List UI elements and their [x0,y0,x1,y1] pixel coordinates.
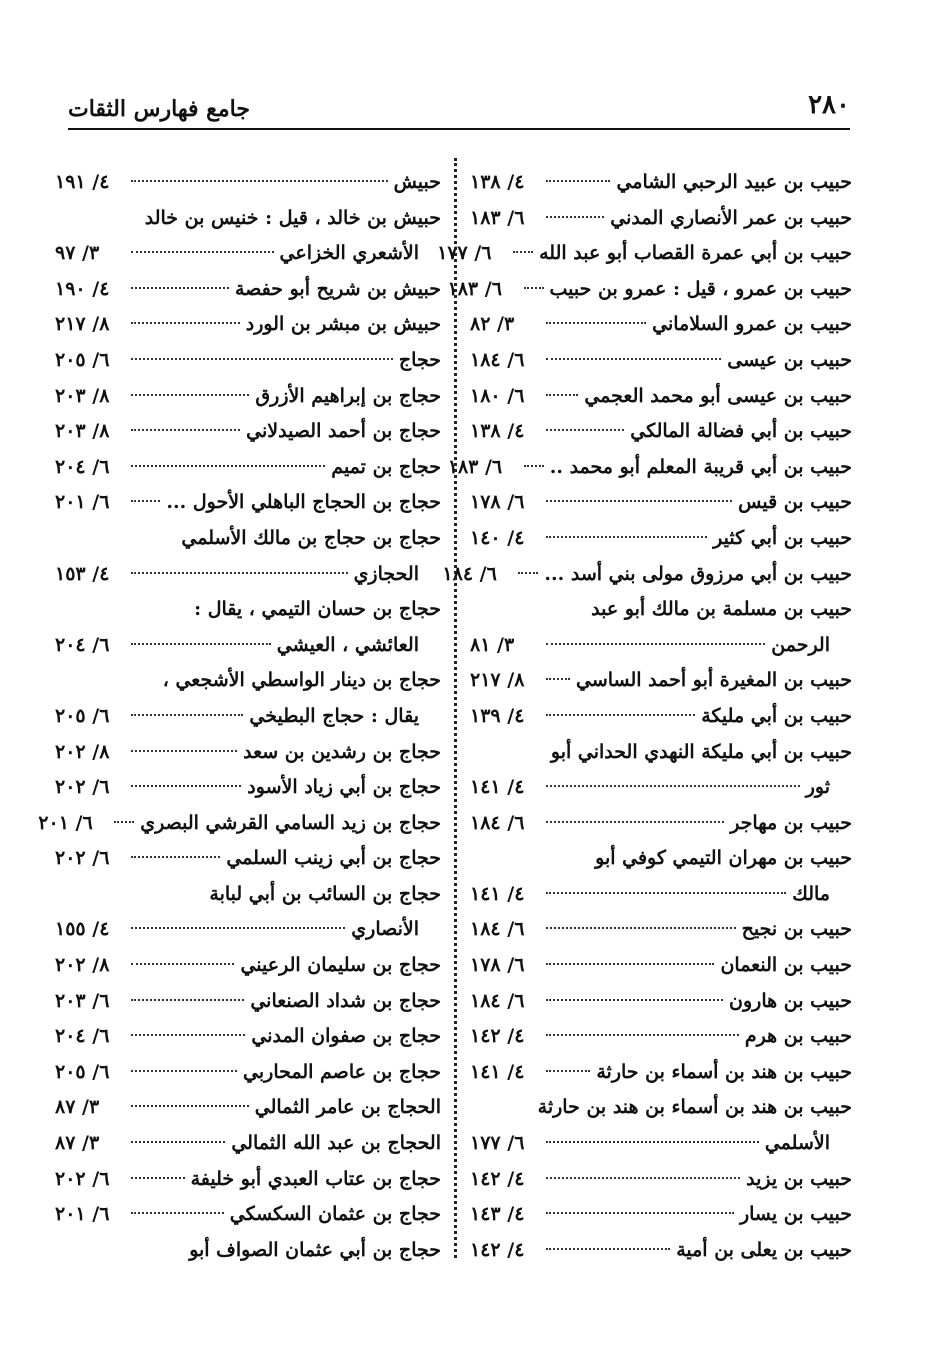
dot-leader [546,1141,759,1143]
entry-name: حبيب بن أبي مليكة [701,704,852,727]
dot-leader [546,821,724,823]
entry-reference: ٦/ ٢٠٤ [55,455,110,478]
index-entry [55,450,441,486]
dot-leader [131,714,243,716]
entry-name: الحجاج بن عامر الثمالي [254,1096,441,1119]
dot-leader [546,643,765,645]
entry-reference: ٤/ ١٤٠ [470,526,525,549]
entry-name: حجاج بن رشدين بن سعد [243,740,441,763]
entry-name: حبيش [393,171,441,193]
index-entry [470,699,852,735]
entry-reference: ٦/ ١٨٤ [470,918,525,941]
index-entry [447,272,852,308]
dot-leader [546,322,646,324]
entry-name: حبيب بن مهران التيمي كوفي أبو [595,847,852,870]
entry-name: ثور [805,776,830,799]
dot-leader [131,750,237,752]
index-entry [470,201,852,237]
index-entry [437,236,852,272]
index-entry [55,663,441,699]
index-entry [55,735,441,771]
dot-leader [546,1248,670,1250]
entry-reference: ٦/ ٢٠١ [55,1203,110,1226]
entry-name: حجاج بن صفوان المدني [251,1025,441,1048]
dot-leader [131,1070,237,1072]
dot-leader [546,429,624,431]
entry-reference: ٨/ ٢١٧ [55,313,110,336]
index-entry [55,1090,441,1126]
entry-reference: ٦/ ٢٠٣ [55,989,110,1012]
entry-reference: ٦/ ١٧٨ [470,491,525,514]
index-entry [470,806,852,842]
dot-leader [546,394,578,396]
entry-reference: ٦/ ١٨٣ [470,206,525,229]
index-entry [447,450,852,486]
dot-leader [131,856,220,858]
entry-name: حبيب بن يزيد [746,1167,852,1190]
index-entry [55,521,441,557]
page-number: ٢٨٠ [808,90,850,120]
entry-reference: ٤/ ١٣٨ [470,420,525,443]
entry-reference: ٤/ ١٥٥ [55,918,110,941]
entry-name: حبيب بن المغيرة أبو أحمد الساسي [575,669,852,692]
dot-leader [546,714,695,716]
index-entry [55,912,441,948]
index-entry [55,1197,441,1233]
index-entry [470,984,852,1020]
entry-name: حبيب بن نجيح [741,918,852,941]
entry-reference: ٤/ ١٤٣ [470,1203,525,1226]
entry-name: حبيش بن خالد ، قيل : خنيس بن خالد [144,206,441,229]
entry-reference: ٦/ ٢٠٥ [55,348,110,371]
dot-leader [546,892,786,894]
entry-reference: ٤/ ١٩٠ [55,277,110,300]
index-entry [55,1055,441,1091]
entry-reference: ٤/ ١٤١ [470,882,525,905]
entry-reference: ٨/ ٢١٧ [470,669,525,692]
index-entry [470,165,852,201]
index-entry [470,841,852,877]
entry-name: حبيب بن أبي فضالة المالكي [630,420,852,443]
entry-name: حجاج بن تميم [331,455,441,478]
entry-name: حجاج بن أبي زياد الأسود [247,776,441,799]
entry-name: حبيب بن قيس [738,491,852,514]
entry-name: حبيب بن أبي عمرة القصاب أبو عبد الله [539,242,852,265]
entry-name: الأنصاري [351,918,419,941]
entry-name: الرحمن [771,633,830,656]
entry-reference: ٤/ ١٤١ [470,1060,525,1083]
book-title: جامع فهارس الثقات [68,96,250,122]
dot-leader [131,1034,245,1036]
index-entry [470,770,852,806]
dot-leader [513,251,533,253]
entry-name: حبيب بن مسلمة بن مالك أبو عبد [591,598,852,621]
entry-name: حبيب بن عبيد الرحبي الشامي [616,171,852,193]
index-entry [55,201,441,237]
dot-leader [524,465,544,467]
index-entry [470,912,852,948]
dot-leader [546,536,707,538]
index-entry [470,877,852,913]
entry-name: حجاج بن أبي زينب السلمي [226,847,441,870]
index-entry [55,592,441,628]
index-entry [470,592,852,628]
entry-name: حجاج بن أبي عثمان الصواف أبو [189,1238,441,1261]
entry-name: حبيب بن هند بن أسماء بن حارثة [596,1060,852,1083]
index-entry [470,948,852,984]
entry-name: حجاج بن شداد الصنعاني [250,989,441,1012]
entry-name: حبيب بن يعلى بن أمية [676,1238,852,1261]
entry-name: العائشي ، العيشي [276,633,419,656]
index-entry [470,1019,852,1055]
dot-leader [131,643,271,645]
dot-leader [546,785,800,787]
index-entry [470,628,852,664]
entry-reference: ٦/ ١٨٠ [470,384,525,407]
entry-reference: ٦/ ١٨٤ [442,562,497,585]
dot-leader [546,500,732,502]
entry-name: يقال : حجاج البطيخي [249,704,419,727]
entry-reference: ٦/ ٢٠١ [55,491,110,514]
index-entry [55,379,441,415]
index-entry [55,343,441,379]
entry-reference: ٨/ ٢٠٢ [55,954,110,977]
entry-reference: ٣/ ٨١ [470,633,515,656]
entry-name: حبيب بن أبي مليكة النهدي الحداني أبو [550,740,852,763]
dot-leader [114,821,134,823]
entry-name: حبيب بن هارون [729,989,852,1012]
entry-name: مالك [792,882,830,905]
entry-name: حجاج بن السائب بن أبي لبابة [209,882,441,905]
entry-name: حبيب بن عمر الأنصاري المدني [610,206,852,229]
entry-name: حبيب بن عمرو السلاماني [652,313,852,336]
index-entry [55,1233,441,1269]
entry-name: حجاج بن عاصم المحاربي [243,1060,441,1083]
index-entry [470,735,852,771]
index-entry [470,1090,852,1126]
dot-leader [546,358,721,360]
entry-reference: ٤/ ١٥٣ [55,562,110,585]
entry-name: حبيب بن عيسى أبو محمد العجمي [584,384,852,407]
entry-name: حجاج بن زيد السامي القرشي البصري [140,811,441,834]
entry-name: حجاج بن الحجاج الباهلي الأحول ... [166,491,441,514]
dot-leader [546,963,714,965]
index-entry [470,1055,852,1091]
entry-reference: ٣/ ٨٧ [55,1132,100,1155]
entry-reference: ٨/ ٢٠٣ [55,420,110,443]
entry-name: حبيب بن عمرو ، قيل : عمرو بن حبيب [549,277,852,300]
dot-leader [131,572,348,574]
entry-reference: ٤/ ١٤١ [470,776,525,799]
entry-name: حجاج بن إبراهيم الأزرق [255,384,441,407]
dot-leader [546,999,723,1001]
entry-reference: ٦/ ٢٠٤ [55,1025,110,1048]
entry-name: حجاج بن دينار الواسطي الأشجعي ، [162,669,441,692]
index-entry [55,165,441,201]
entry-reference: ٦/ ١٧٧ [437,242,492,265]
index-entry [55,272,441,308]
entry-reference: ٦/ ٢٠٢ [55,1167,110,1190]
entry-name: حبيب بن هند بن أسماء بن هند بن حارثة [537,1096,852,1119]
entry-name: حبيب بن أبي قريبة المعلم أبو محمد .. [549,455,852,478]
index-entry [470,1233,852,1269]
index-entry [470,1197,852,1233]
dot-leader [131,1212,224,1214]
entry-reference: ٣/ ٩٧ [55,242,100,265]
entry-name: حبيب بن النعمان [720,954,852,977]
dot-leader [131,1177,185,1179]
column-divider [454,158,457,1258]
entry-name: حجاج بن حسان التيمي ، يقال : [194,598,441,621]
dot-leader [131,785,241,787]
entry-reference: ٦/ ١٨٤ [470,989,525,1012]
entry-reference: ٦/ ١٨٤ [470,348,525,371]
index-entry [55,877,441,913]
index-entry [470,663,852,699]
dot-leader [131,358,393,360]
dot-leader [131,394,249,396]
entry-reference: ٤/ ١٣٨ [470,171,525,193]
entry-reference: ٦/ ١٨٣ [447,277,502,300]
dot-leader [524,287,544,289]
entry-reference: ٣/ ٨٢ [470,313,515,336]
entry-reference: ٨/ ٢٠٣ [55,384,110,407]
index-entry [470,1126,852,1162]
entry-reference: ٤/ ١٩١ [55,171,110,193]
index-entry [55,414,441,450]
index-entry [470,379,852,415]
entry-name: حجاج بن أحمد الصيدلاني [246,420,441,443]
index-entry [442,557,852,593]
entry-reference: ٦/ ١٨٤ [470,811,525,834]
dot-leader [546,927,736,929]
entry-reference: ٦/ ٢٠١ [38,811,93,834]
dot-leader [546,678,570,680]
index-entry [55,557,441,593]
index-entry [55,307,441,343]
entry-name: الحجاج بن عبد الله الثمالي [231,1132,441,1155]
dot-leader [518,572,538,574]
index-entry [55,628,441,664]
index-column-left [38,165,441,1268]
index-entry [55,841,441,877]
dot-leader [131,927,345,929]
index-entry [470,1162,852,1198]
dot-leader [131,1141,225,1143]
dot-leader [546,1212,734,1214]
entry-name: حجاج بن عتاب العبدي أبو خليفة [190,1167,441,1190]
entry-reference: ٦/ ٢٠٥ [55,1060,110,1083]
dot-leader [131,180,388,182]
entry-name: حجاج بن حجاج بن مالك الأسلمي [181,526,441,549]
entry-name: حبيش بن شريح أبو حفصة [234,277,441,300]
index-entry [55,1162,441,1198]
dot-leader [546,1177,740,1179]
dot-leader [131,465,325,467]
entry-reference: ٦/ ٢٠٢ [55,776,110,799]
index-entry [38,806,441,842]
index-entry [55,1126,441,1162]
entry-reference: ٦/ ٢٠٥ [55,704,110,727]
entry-reference: ٦/ ١٧٨ [470,954,525,977]
dot-leader [131,1105,249,1107]
entry-reference: ٤/ ١٤٢ [470,1238,525,1261]
entry-reference: ٤/ ١٤٢ [470,1025,525,1048]
entry-name: حبيب بن أبي كثير [713,526,852,549]
dot-leader [131,500,160,502]
dot-leader [546,180,610,182]
entry-reference: ٦/ ٢٠٤ [55,633,110,656]
index-entry [55,1019,441,1055]
dot-leader [546,1070,590,1072]
entry-name: حبيب بن يسار [739,1203,852,1226]
entry-reference: ٦/ ١٧٧ [470,1132,525,1155]
entry-name: الأشعري الخزاعي [279,242,419,265]
index-entry [470,521,852,557]
entry-reference: ٤/ ١٤٢ [470,1167,525,1190]
index-column-right [437,165,852,1268]
dot-leader [131,999,244,1001]
entry-name: حجاج [398,348,441,371]
entry-reference: ٤/ ١٣٩ [470,704,525,727]
entry-name: الأسلمي [764,1132,830,1155]
entry-reference: ٦/ ٢٠٢ [55,847,110,870]
dot-leader [546,216,604,218]
dot-leader [131,429,240,431]
index-entry [470,485,852,521]
entry-name: حبيب بن هرم [744,1025,852,1048]
dot-leader [546,1034,739,1036]
dot-leader [131,963,234,965]
page-header [68,88,850,130]
index-entry [55,236,441,272]
entry-reference: ٨/ ٢٠٢ [55,740,110,763]
index-entry [55,699,441,735]
index-entry [470,343,852,379]
entry-name: حبيب بن مهاجر [730,811,852,834]
entry-name: حجاج بن عثمان السكسكي [229,1203,441,1226]
index-entry [55,485,441,521]
entry-name: الحجازي [353,562,419,585]
dot-leader [131,287,229,289]
entry-name: حجاج بن سليمان الرعيني [240,954,441,977]
index-entry [55,770,441,806]
entry-reference: ٦/ ١٨٣ [447,455,503,478]
entry-name: حبيب بن أبي مرزوق مولى بني أسد ... [544,562,852,585]
index-entry [55,984,441,1020]
index-entry [470,414,852,450]
index-entry [470,307,852,343]
entry-name: حبيش بن مبشر بن الورد [245,313,441,336]
entry-reference: ٣/ ٨٧ [55,1096,100,1119]
index-entry [55,948,441,984]
entry-name: حبيب بن عيسى [727,348,852,371]
dot-leader [131,251,274,253]
dot-leader [131,322,240,324]
